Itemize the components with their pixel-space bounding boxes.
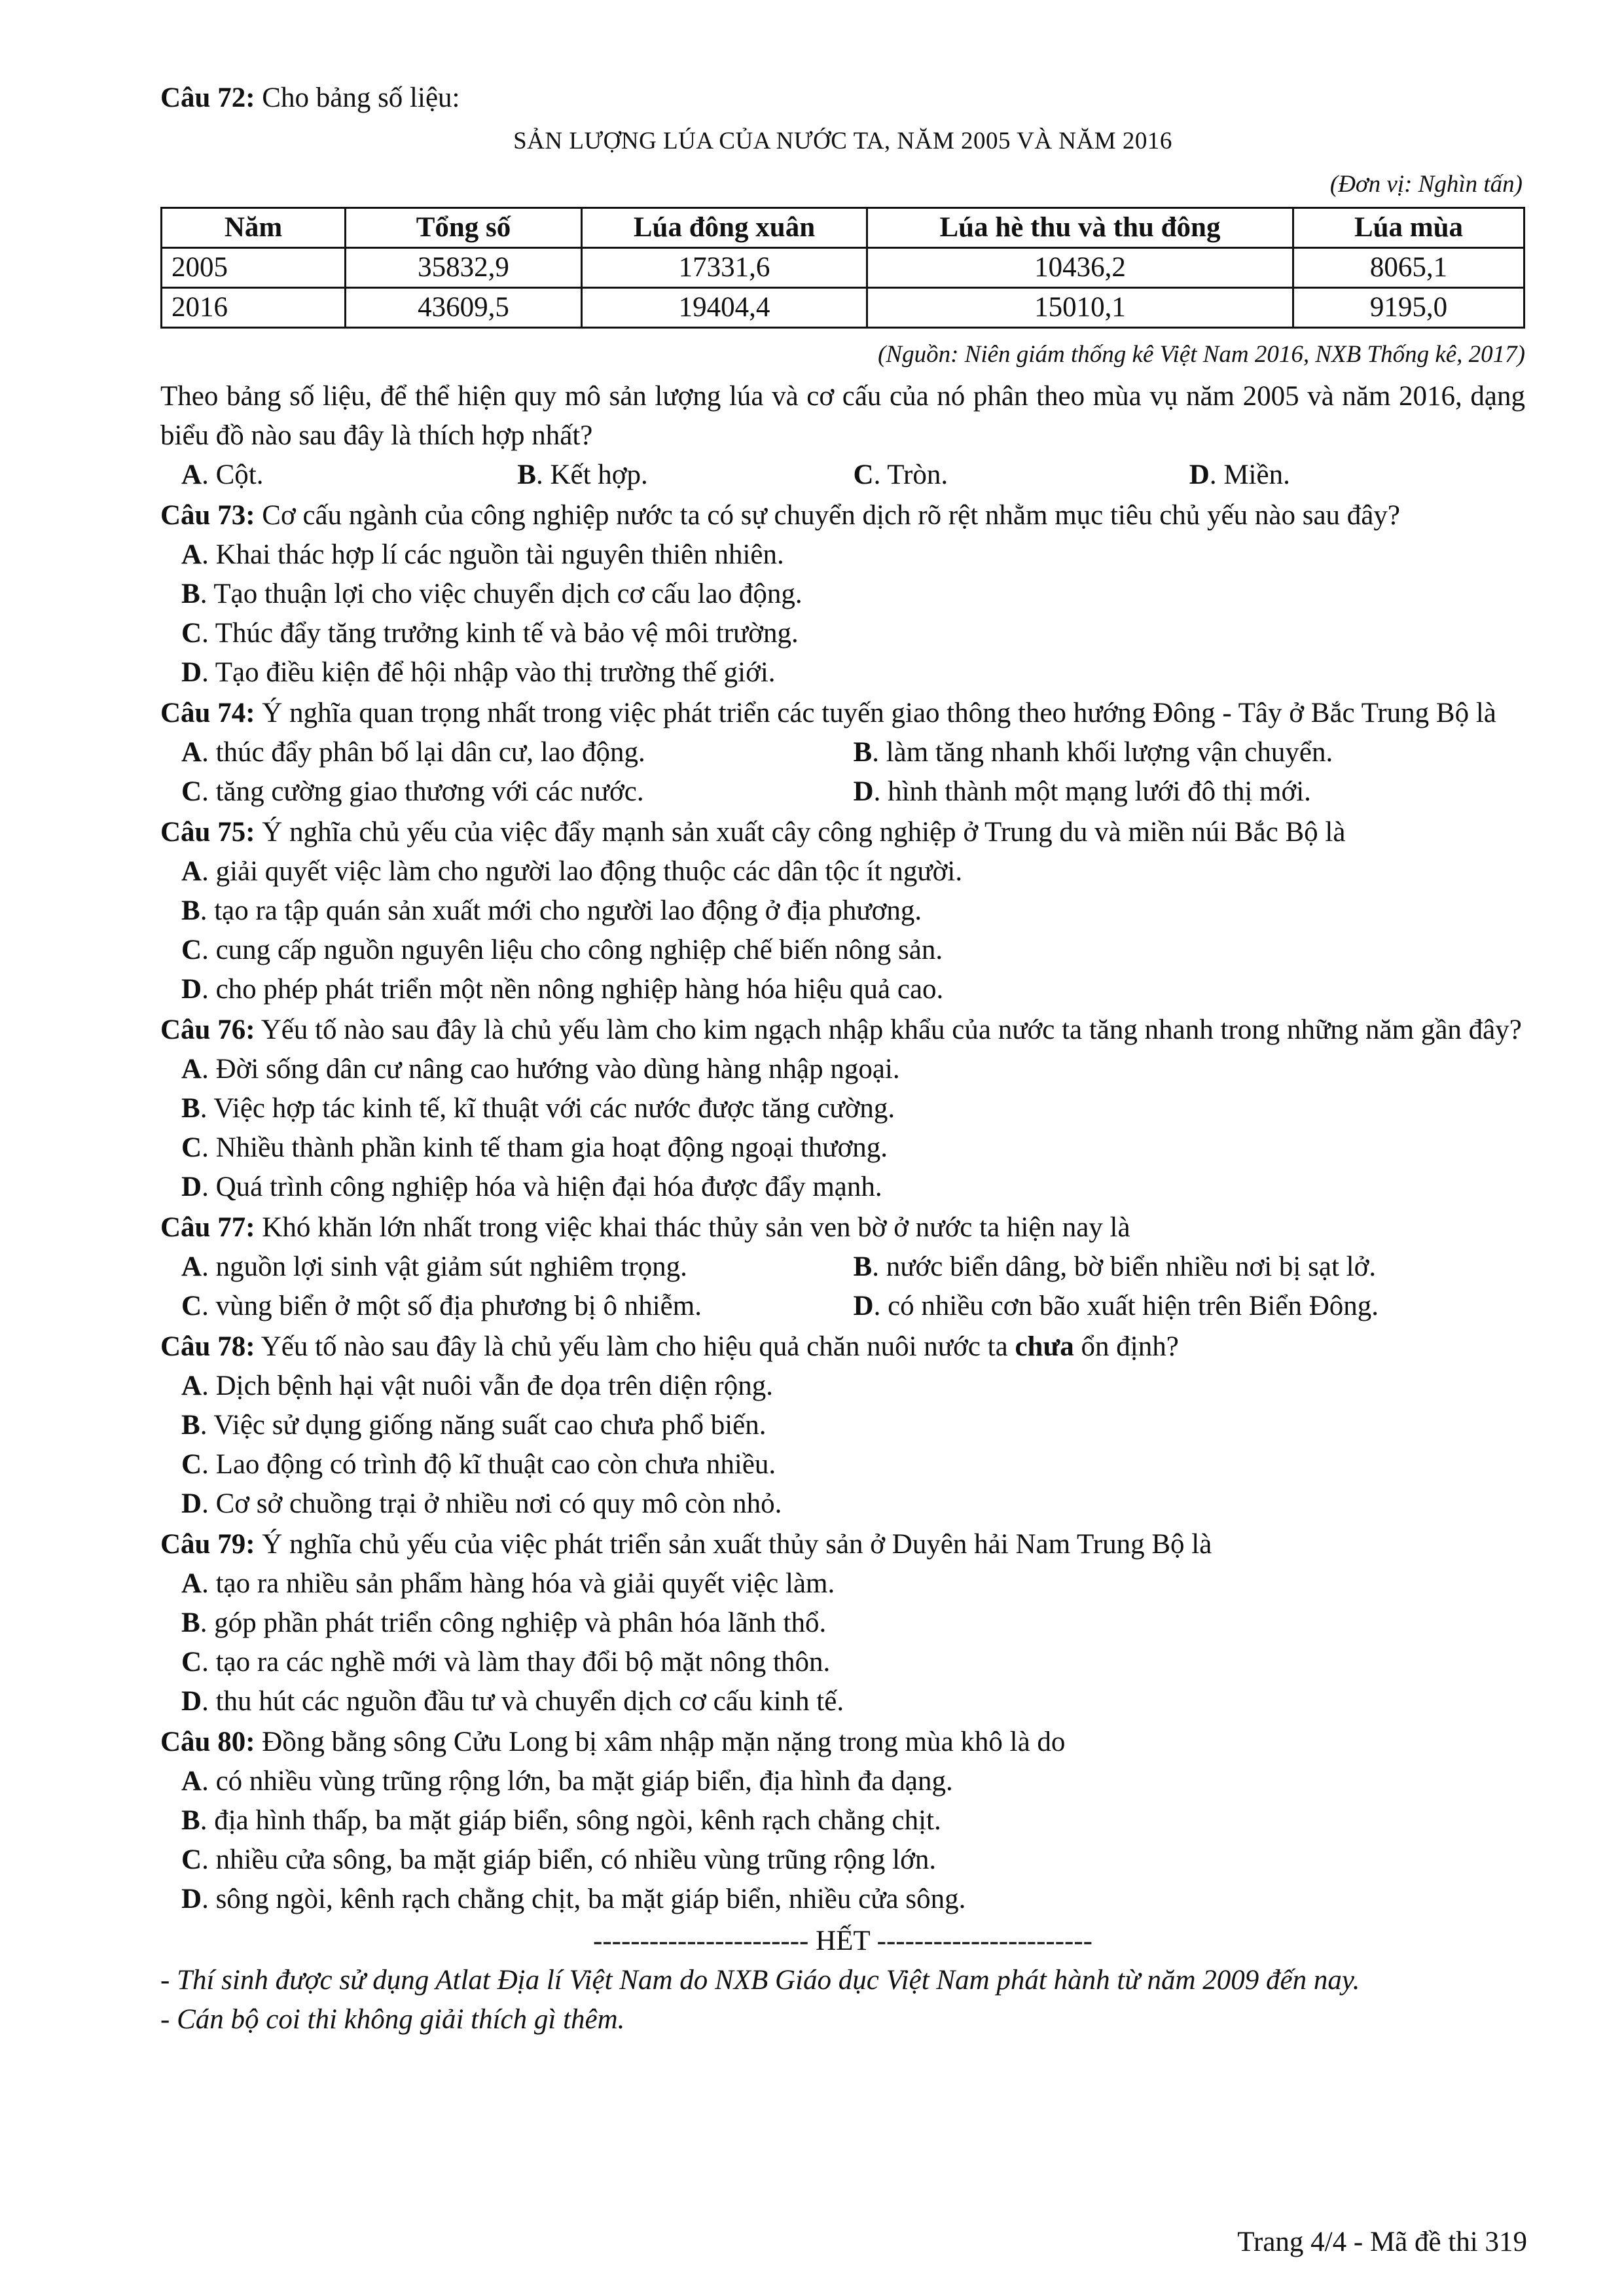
option-b[interactable] bbox=[160, 1604, 1525, 1643]
option-text: . góp phần phát triển công nghiệp và phân hóa lãnh thổ. bbox=[200, 1607, 827, 1638]
table-cell: 2005 bbox=[162, 248, 346, 288]
option-text: . có nhiều cơn bão xuất hiện trên Biển Đông. bbox=[873, 1291, 1379, 1321]
option-label: B bbox=[853, 737, 873, 768]
question-label: Câu 75: bbox=[160, 817, 255, 848]
note-atlat: - Thí sinh được sử dụng Atlat Địa lí Việt Nam do NXB Giáo dục Việt Nam phát hành từ năm 2009 đến nay. bbox=[160, 1965, 1360, 1996]
option-text: . Cột. bbox=[202, 459, 264, 490]
option-label: C bbox=[181, 618, 202, 649]
option-text: . nước biển dâng, bờ biển nhiều nơi bị sạt lở. bbox=[872, 1251, 1377, 1282]
column-header: Lúa hè thu và thu đông bbox=[867, 208, 1293, 248]
option-c[interactable] bbox=[160, 1840, 1525, 1880]
question-label: Câu 72: bbox=[160, 82, 255, 113]
column-header: Lúa mùa bbox=[1293, 208, 1525, 248]
question-label: Câu 78: bbox=[160, 1331, 255, 1362]
table-cell: 35832,9 bbox=[346, 248, 582, 288]
options-row bbox=[160, 1247, 1525, 1287]
page-footer: Trang 4/4 - Mã đề thi 319 bbox=[1237, 2227, 1527, 2257]
question-78 bbox=[160, 1327, 1525, 1524]
option-label: B bbox=[181, 1093, 200, 1124]
option-label: A bbox=[181, 1054, 202, 1085]
option-d[interactable] bbox=[160, 1682, 1525, 1721]
table-cell: 8065,1 bbox=[1293, 248, 1525, 288]
option-b[interactable] bbox=[160, 1089, 1525, 1128]
option-label: A bbox=[181, 1251, 202, 1282]
option-text: . Thúc đẩy tăng trưởng kinh tế và bảo vệ môi trường. bbox=[202, 618, 799, 649]
option-label: A bbox=[181, 856, 202, 887]
table-cell: 2016 bbox=[162, 288, 346, 328]
note-proctor: - Cán bộ coi thi không giải thích gì thêm. bbox=[160, 2004, 625, 2035]
option-a[interactable] bbox=[160, 1762, 1525, 1801]
option-label: B bbox=[181, 1410, 200, 1441]
option-label: C bbox=[181, 935, 202, 965]
question-77 bbox=[160, 1208, 1525, 1326]
option-label: B bbox=[517, 459, 536, 490]
option-text: . thúc đẩy phân bố lại dân cư, lao động. bbox=[202, 737, 645, 768]
option-c[interactable] bbox=[160, 1128, 1525, 1168]
table-row bbox=[162, 288, 1525, 328]
option-label: A bbox=[181, 1568, 202, 1599]
question-intro: Cho bảng số liệu: bbox=[262, 82, 460, 113]
option-text: . Lao động có trình độ kĩ thuật cao còn chưa nhiều. bbox=[202, 1449, 776, 1480]
options-row bbox=[160, 733, 1525, 772]
option-label: C bbox=[181, 1844, 202, 1875]
column-header: Năm bbox=[162, 208, 346, 248]
option-b[interactable] bbox=[160, 575, 1525, 614]
option-a[interactable] bbox=[160, 852, 1525, 891]
column-header: Tổng số bbox=[346, 208, 582, 248]
option-text: . nhiều cửa sông, ba mặt giáp biển, có nhiều vùng trũng rộng lớn. bbox=[202, 1844, 937, 1875]
option-text: . vùng biển ở một số địa phương bị ô nhiễm. bbox=[202, 1291, 702, 1321]
option-a[interactable] bbox=[181, 1247, 854, 1287]
question-text: Ý nghĩa chủ yếu của việc đẩy mạnh sản xuất cây công nghiệp ở Trung du và miền núi Bắc Bộ là bbox=[262, 817, 1346, 848]
option-label: A bbox=[181, 737, 202, 768]
option-b[interactable] bbox=[160, 1406, 1525, 1445]
table-title: SẢN LƯỢNG LÚA CỦA NƯỚC TA, NĂM 2005 VÀ NĂM 2016 bbox=[513, 128, 1172, 154]
option-b[interactable] bbox=[854, 1247, 1526, 1287]
options-row bbox=[160, 1287, 1525, 1326]
option-a[interactable] bbox=[160, 1564, 1525, 1604]
option-c[interactable] bbox=[160, 614, 1525, 653]
option-label: A bbox=[181, 1766, 202, 1797]
question-text: Ý nghĩa chủ yếu của việc phát triển sản xuất thủy sản ở Duyên hải Nam Trung Bộ là bbox=[262, 1529, 1212, 1560]
option-b[interactable] bbox=[854, 733, 1526, 772]
option-text: . Nhiều thành phần kinh tế tham gia hoạt động ngoại thương. bbox=[202, 1132, 888, 1163]
question-80 bbox=[160, 1723, 1525, 1919]
option-text: . Việc hợp tác kinh tế, kĩ thuật với các nước được tăng cường. bbox=[200, 1093, 895, 1124]
option-text: . Dịch bệnh hại vật nuôi vẫn đe dọa trên diện rộng. bbox=[202, 1371, 773, 1401]
option-text: . cho phép phát triển một nền nông nghiệp hàng hóa hiệu quả cao. bbox=[202, 974, 944, 1005]
option-a[interactable] bbox=[181, 456, 517, 495]
option-c[interactable] bbox=[181, 772, 854, 812]
option-text: . Quá trình công nghiệp hóa và hiện đại hóa được đẩy mạnh. bbox=[202, 1172, 882, 1202]
question-79 bbox=[160, 1525, 1525, 1721]
option-text: . Kết hợp. bbox=[535, 459, 648, 490]
option-label: D bbox=[181, 1884, 202, 1914]
question-75 bbox=[160, 813, 1525, 1009]
rice-production-table bbox=[160, 207, 1525, 329]
option-c[interactable] bbox=[160, 1445, 1525, 1484]
question-label: Câu 80: bbox=[160, 1727, 255, 1757]
option-a[interactable] bbox=[160, 1367, 1525, 1406]
option-label: C bbox=[181, 1132, 202, 1163]
option-label: D bbox=[853, 1291, 874, 1321]
option-text: . Đời sống dân cư nâng cao hướng vào dùng hàng nhập ngoại. bbox=[202, 1054, 900, 1085]
table-cell: 43609,5 bbox=[346, 288, 582, 328]
option-label: D bbox=[181, 1686, 202, 1717]
table-row bbox=[162, 248, 1525, 288]
option-b[interactable] bbox=[517, 456, 853, 495]
question-emphasis: chưa bbox=[1015, 1331, 1074, 1362]
option-label: D bbox=[1189, 459, 1210, 490]
option-label: B bbox=[181, 1805, 200, 1836]
option-text: . Cơ sở chuồng trại ở nhiều nơi có quy mô còn nhỏ. bbox=[202, 1488, 782, 1519]
option-text: . tạo ra tập quán sản xuất mới cho người lao động ở địa phương. bbox=[200, 895, 922, 926]
table-cell: 17331,6 bbox=[582, 248, 867, 288]
question-text: Cơ cấu ngành của công nghiệp nước ta có sự chuyển dịch rõ rệt nhằm mục tiêu chủ yếu nào sau đây? bbox=[262, 500, 1400, 531]
question-74 bbox=[160, 694, 1525, 812]
option-text: . sông ngòi, kênh rạch chằng chịt, ba mặt giáp biển, nhiều cửa sông. bbox=[202, 1884, 966, 1914]
option-text: . tăng cường giao thương với các nước. bbox=[202, 776, 644, 807]
option-text: . Tròn. bbox=[873, 459, 948, 490]
question-label: Câu 79: bbox=[160, 1529, 255, 1560]
option-text: . hình thành một mạng lưới đô thị mới. bbox=[873, 776, 1311, 807]
table-cell: 19404,4 bbox=[582, 288, 867, 328]
option-text: . địa hình thấp, ba mặt giáp biển, sông ngòi, kênh rạch chằng chịt. bbox=[200, 1805, 941, 1836]
option-label: C bbox=[181, 1647, 202, 1677]
option-label: B bbox=[853, 1251, 873, 1282]
question-73 bbox=[160, 496, 1525, 692]
option-label: D bbox=[181, 657, 202, 688]
option-label: D bbox=[181, 1172, 202, 1202]
option-label: C bbox=[181, 1449, 202, 1480]
option-text: . tạo ra các nghề mới và làm thay đổi bộ mặt nông thôn. bbox=[202, 1647, 831, 1677]
option-label: A bbox=[181, 459, 202, 490]
option-label: A bbox=[181, 539, 202, 570]
option-text: . thu hút các nguồn đầu tư và chuyển dịch cơ cấu kinh tế. bbox=[202, 1686, 844, 1717]
option-text: . Khai thác hợp lí các nguồn tài nguyên thiên nhiên. bbox=[202, 539, 784, 570]
question-text: Yếu tố nào sau đây là chủ yếu làm cho kim ngạch nhập khẩu của nước ta tăng nhanh trong những năm gần đây? bbox=[261, 1014, 1522, 1045]
option-label: B bbox=[181, 579, 200, 609]
option-d[interactable] bbox=[160, 970, 1525, 1009]
option-label: C bbox=[853, 459, 874, 490]
option-text: . làm tăng nhanh khối lượng vận chuyển. bbox=[872, 737, 1333, 768]
option-c[interactable] bbox=[181, 1287, 854, 1326]
option-d[interactable] bbox=[160, 1880, 1525, 1919]
table-cell: 15010,1 bbox=[867, 288, 1293, 328]
option-text: . nguồn lợi sinh vật giảm sút nghiêm trọng. bbox=[202, 1251, 687, 1282]
question-text: Khó khăn lớn nhất trong việc khai thác thủy sản ven bờ ở nước ta hiện nay là bbox=[262, 1212, 1130, 1243]
option-c[interactable] bbox=[160, 1643, 1525, 1682]
exam-content bbox=[160, 77, 1525, 2039]
option-text: . có nhiều vùng trũng rộng lớn, ba mặt giáp biển, địa hình đa dạng. bbox=[202, 1766, 953, 1797]
question-text: Theo bảng số liệu, để thể hiện quy mô sản lượng lúa và cơ cấu của nó phân theo mùa vụ năm 2005 và năm 2016, dạng biểu đồ nào sau đây là thích hợp nhất? bbox=[160, 381, 1525, 451]
option-d[interactable] bbox=[160, 1484, 1525, 1524]
option-label: D bbox=[181, 1488, 202, 1519]
option-c[interactable] bbox=[160, 931, 1525, 970]
option-label: B bbox=[181, 895, 200, 926]
table-unit: (Đơn vị: Nghìn tấn) bbox=[1329, 171, 1523, 198]
option-label: D bbox=[853, 776, 874, 807]
option-d[interactable] bbox=[854, 772, 1526, 812]
end-marker: ----------------------- HẾT ----------------------- bbox=[593, 1926, 1092, 1956]
question-76 bbox=[160, 1011, 1525, 1207]
question-label: Câu 76: bbox=[160, 1014, 255, 1045]
question-text-end: ổn định? bbox=[1074, 1331, 1179, 1362]
options-row bbox=[160, 772, 1525, 812]
option-text: . Tạo điều kiện để hội nhập vào thị trường thế giới. bbox=[202, 657, 776, 688]
option-text: . Miền. bbox=[1209, 459, 1290, 490]
column-header: Lúa đông xuân bbox=[582, 208, 867, 248]
table-cell: 10436,2 bbox=[867, 248, 1293, 288]
option-d[interactable] bbox=[160, 653, 1525, 692]
question-72 bbox=[160, 79, 1525, 495]
option-d[interactable] bbox=[1189, 456, 1525, 495]
option-label: B bbox=[181, 1607, 200, 1638]
option-a[interactable] bbox=[181, 733, 854, 772]
question-label: Câu 73: bbox=[160, 500, 255, 531]
question-text: Đồng bằng sông Cửu Long bị xâm nhập mặn nặng trong mùa khô là do bbox=[262, 1727, 1066, 1757]
option-label: C bbox=[181, 1291, 202, 1321]
option-text: . Tạo thuận lợi cho việc chuyển dịch cơ cấu lao động. bbox=[200, 579, 803, 609]
option-text: . cung cấp nguồn nguyên liệu cho công nghiệp chế biến nông sản. bbox=[202, 935, 943, 965]
option-label: D bbox=[181, 974, 202, 1005]
option-text: . tạo ra nhiều sản phẩm hàng hóa và giải quyết việc làm. bbox=[202, 1568, 835, 1599]
question-label: Câu 77: bbox=[160, 1212, 255, 1243]
option-text: . Việc sử dụng giống năng suất cao chưa phổ biến. bbox=[200, 1410, 767, 1441]
option-a[interactable] bbox=[160, 535, 1525, 575]
option-label: A bbox=[181, 1371, 202, 1401]
option-b[interactable] bbox=[160, 1801, 1525, 1840]
option-c[interactable] bbox=[854, 456, 1189, 495]
question-text: Ý nghĩa quan trọng nhất trong việc phát triển các tuyến giao thông theo hướng Đông - Tây ở Bắc Trung Bộ là bbox=[262, 698, 1496, 728]
option-text: . giải quyết việc làm cho người lao động thuộc các dân tộc ít người. bbox=[202, 856, 963, 887]
option-d[interactable] bbox=[854, 1287, 1526, 1326]
option-d[interactable] bbox=[160, 1168, 1525, 1207]
question-label: Câu 74: bbox=[160, 698, 255, 728]
question-text: Yếu tố nào sau đây là chủ yếu làm cho hiệu quả chăn nuôi nước ta bbox=[261, 1331, 1015, 1362]
option-b[interactable] bbox=[160, 891, 1525, 931]
option-label: C bbox=[181, 776, 202, 807]
table-header-row bbox=[162, 208, 1525, 248]
option-a[interactable] bbox=[160, 1050, 1525, 1089]
options-row bbox=[160, 456, 1525, 495]
table-source: (Nguồn: Niên giám thống kê Việt Nam 2016, NXB Thống kê, 2017) bbox=[878, 341, 1525, 368]
table-cell: 9195,0 bbox=[1293, 288, 1525, 328]
